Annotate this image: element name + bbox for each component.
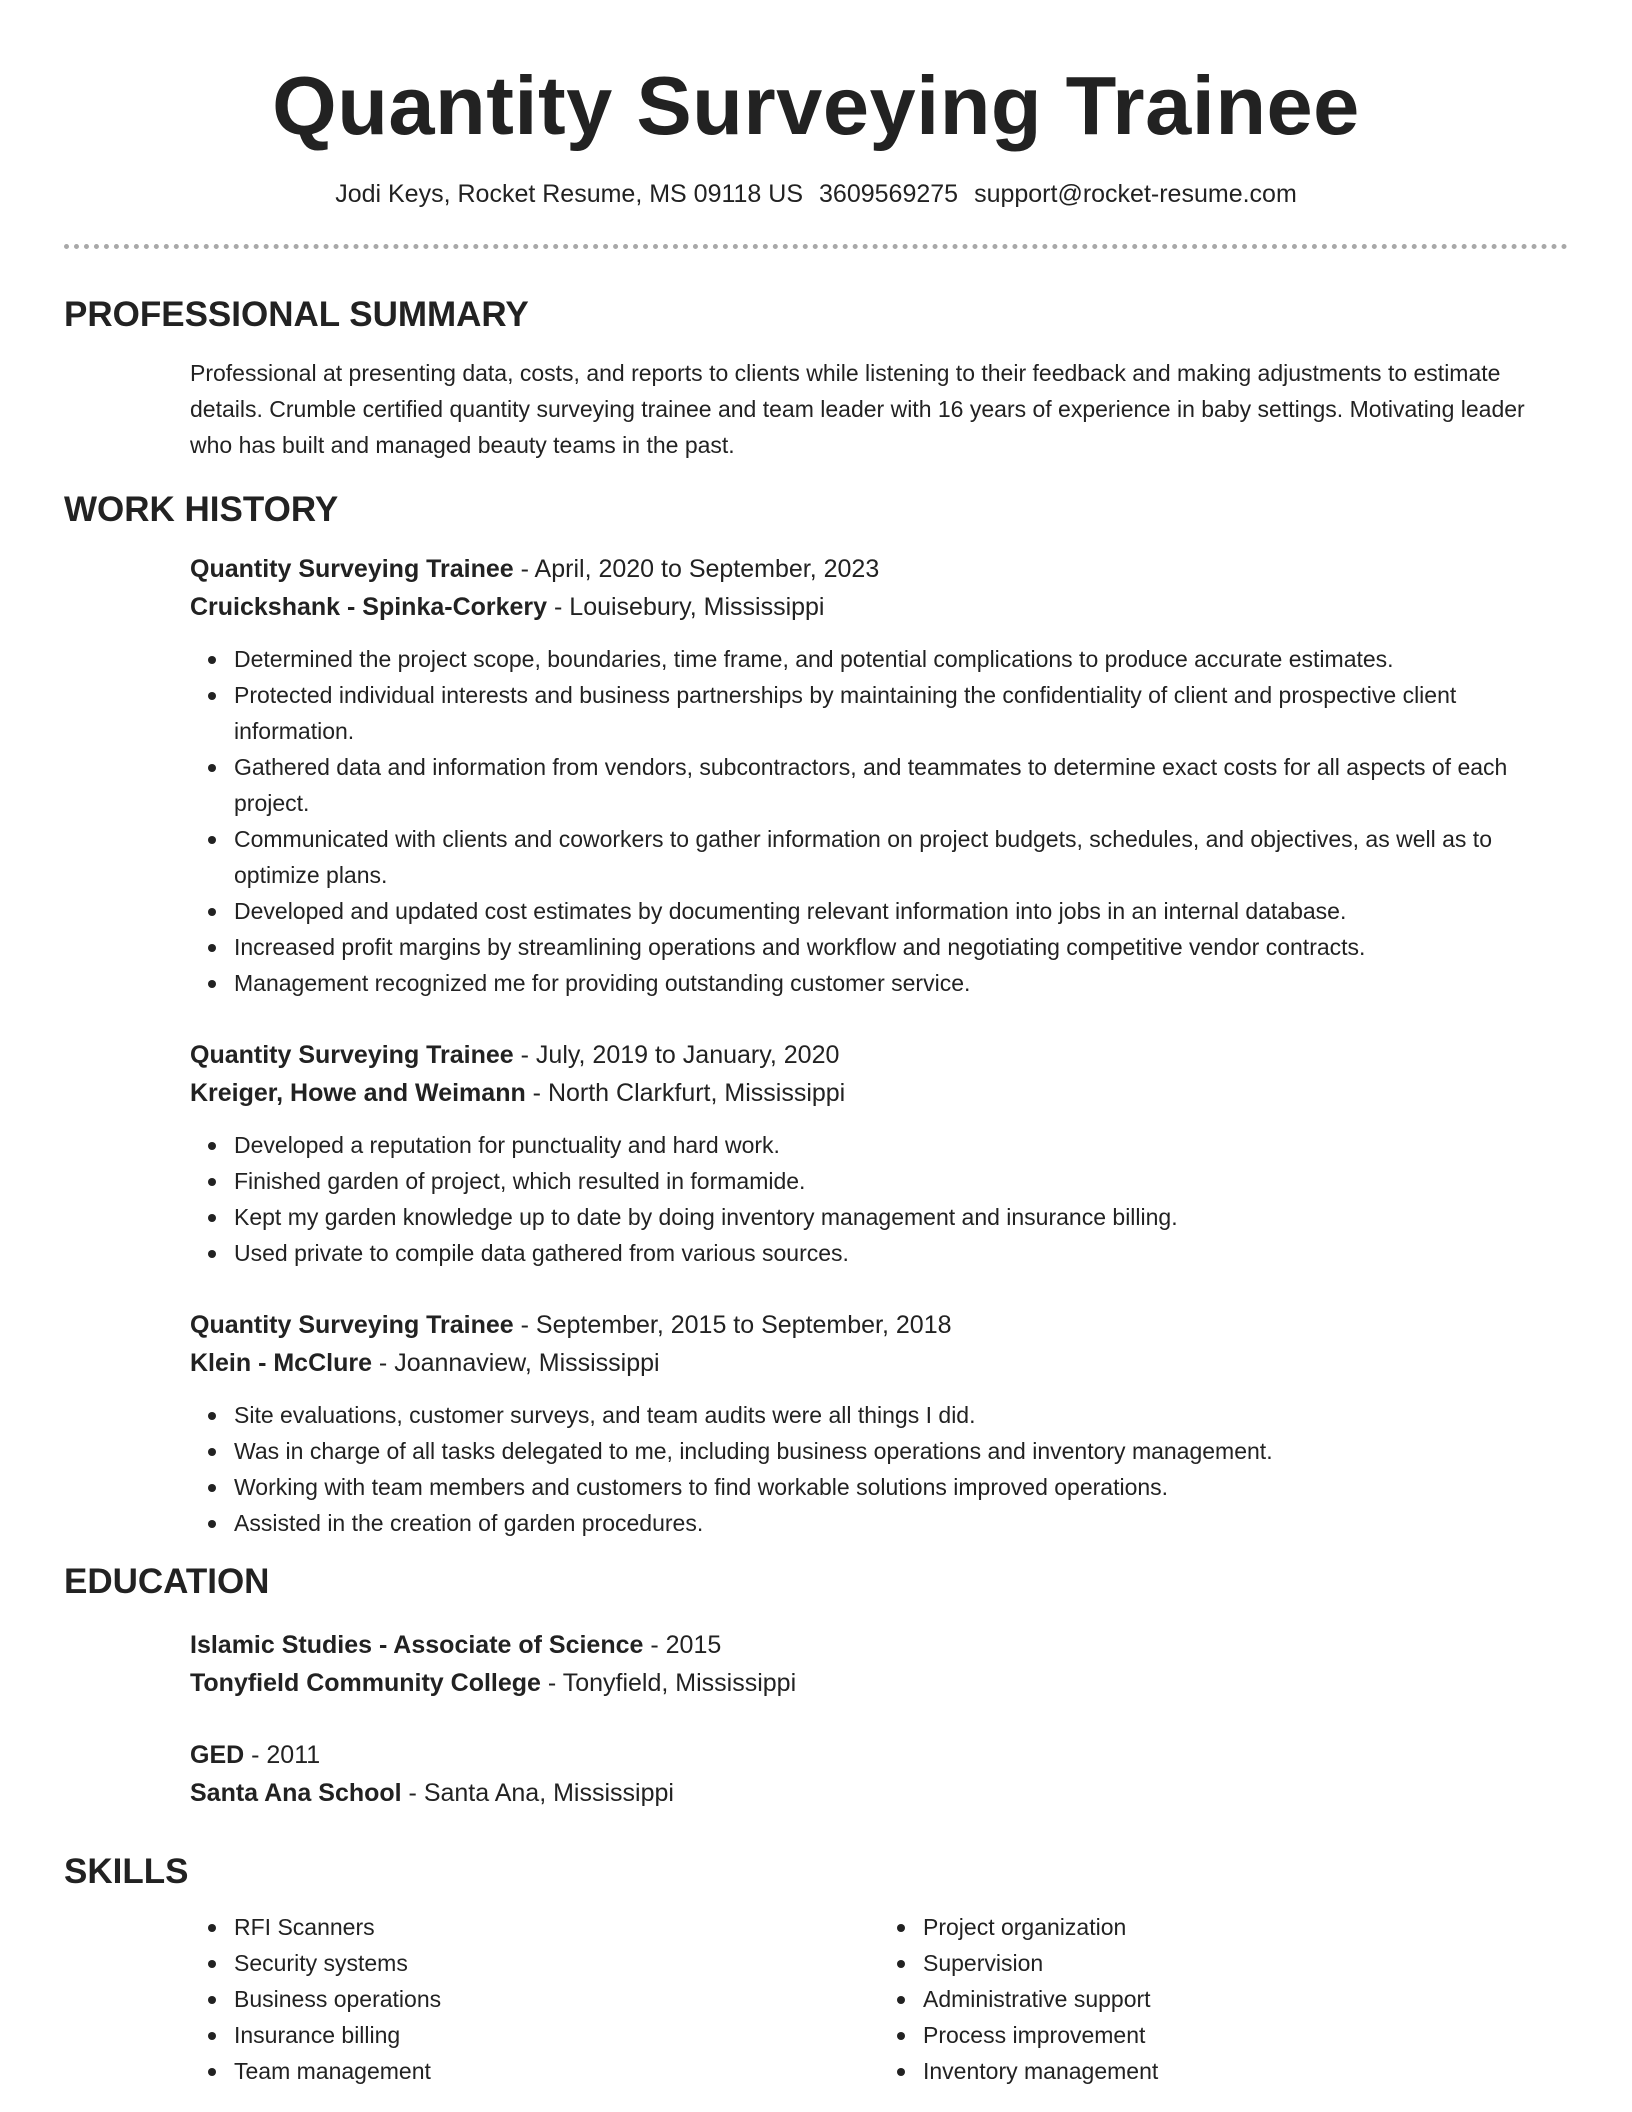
job-bullet: Determined the project scope, boundaries, time frame, and potential complications to produce accurate estimates.	[234, 641, 1568, 677]
skill-item: Administrative support	[923, 1981, 1568, 2017]
job-bullet: Working with team members and customers to find workable solutions improved operations.	[234, 1469, 1568, 1505]
job-dates: - September, 2015 to September, 2018	[513, 1311, 952, 1339]
job-bullet: Developed a reputation for punctuality and hard work.	[234, 1127, 1568, 1163]
job-entry	[190, 550, 1568, 1001]
summary-text: Professional at presenting data, costs, and reports to clients while listening to their feedback and making adjustments to estimate details. Crumble certified quantity surveying trainee and team leader with 16 years of experience in baby settings. Motivating leader who has built and managed beauty teams in the past.	[190, 360, 1525, 458]
job-title: Quantity Surveying Trainee	[190, 1041, 514, 1069]
education-degree: GED	[190, 1741, 245, 1769]
job-bullets	[190, 1397, 1568, 1541]
job-company-line	[190, 588, 1568, 626]
skills-column-left	[190, 1909, 879, 2089]
job-title: Quantity Surveying Trainee	[190, 1311, 514, 1339]
job-bullet: Was in charge of all tasks delegated to me, including business operations and inventory management.	[234, 1433, 1568, 1469]
job-bullet: Developed and updated cost estimates by documenting relevant information into jobs in an internal database.	[234, 893, 1568, 929]
skills-column-right	[879, 1909, 1568, 2089]
skill-item: Insurance billing	[234, 2017, 879, 2053]
skill-item: Supervision	[923, 1945, 1568, 1981]
education-year: - 2015	[643, 1631, 722, 1659]
job-company: Kreiger, Howe and Weimann	[190, 1079, 526, 1107]
education-school: Tonyfield Community College	[190, 1669, 541, 1697]
job-company: Cruickshank - Spinka-Corkery	[190, 593, 548, 621]
job-bullets	[190, 641, 1568, 1001]
skill-item: Business operations	[234, 1981, 879, 2017]
job-dates: - April, 2020 to September, 2023	[513, 555, 880, 583]
education-entry	[190, 1626, 1568, 1702]
job-bullet: Management recognized me for providing outstanding customer service.	[234, 965, 1568, 1001]
contact-line	[64, 178, 1568, 210]
education-degree-line	[190, 1736, 1568, 1774]
skills-grid	[190, 1909, 1568, 2089]
education-school-line	[190, 1664, 1568, 1702]
job-company: Klein - McClure	[190, 1349, 372, 1377]
job-bullet: Site evaluations, customer surveys, and team audits were all things I did.	[234, 1397, 1568, 1433]
skill-item: Security systems	[234, 1945, 879, 1981]
header-divider	[64, 244, 1568, 249]
skill-item: Inventory management	[923, 2053, 1568, 2089]
job-bullet: Used private to compile data gathered from various sources.	[234, 1235, 1568, 1271]
contact-phone: 3609569275	[819, 180, 959, 208]
job-company-line	[190, 1344, 1568, 1382]
resume-title: Quantity Surveying Trainee	[272, 59, 1360, 152]
education-school: Santa Ana School	[190, 1779, 402, 1807]
education-location: - Tonyfield, Mississippi	[540, 1669, 797, 1697]
contact-email: support@rocket-resume.com	[974, 180, 1297, 208]
job-bullet: Kept my garden knowledge up to date by doing inventory management and insurance billing.	[234, 1199, 1568, 1235]
job-location: - Louisebury, Mississippi	[547, 593, 825, 621]
education-entry	[190, 1736, 1568, 1812]
education-degree-line	[190, 1626, 1568, 1664]
section-heading-skills: SKILLS	[64, 1852, 189, 1891]
job-title: Quantity Surveying Trainee	[190, 555, 514, 583]
section-heading-summary: PROFESSIONAL SUMMARY	[64, 295, 529, 334]
education-year: - 2011	[244, 1741, 321, 1769]
job-dates: - July, 2019 to January, 2020	[513, 1041, 840, 1069]
job-entry	[190, 1036, 1568, 1271]
skill-item: Process improvement	[923, 2017, 1568, 2053]
job-company-line	[190, 1074, 1568, 1112]
job-location: - North Clarkfurt, Mississippi	[525, 1079, 846, 1107]
job-bullet: Communicated with clients and coworkers to gather information on project budgets, schedules, and objectives, as well as to optimize plans.	[234, 821, 1568, 893]
job-bullet: Protected individual interests and business partnerships by maintaining the confidentiality of client and prospective client information.	[234, 677, 1568, 749]
job-bullet: Increased profit margins by streamlining operations and workflow and negotiating competitive vendor contracts.	[234, 929, 1568, 965]
section-heading-education: EDUCATION	[64, 1562, 270, 1601]
skill-item: Project organization	[923, 1909, 1568, 1945]
job-title-line	[190, 550, 1568, 588]
job-bullet: Assisted in the creation of garden procedures.	[234, 1505, 1568, 1541]
education-school-line	[190, 1774, 1568, 1812]
job-entry	[190, 1306, 1568, 1541]
job-title-line	[190, 1306, 1568, 1344]
education-location: - Santa Ana, Mississippi	[401, 1779, 674, 1807]
contact-address: Jodi Keys, Rocket Resume, MS 09118 US	[335, 180, 804, 208]
job-bullet: Finished garden of project, which resulted in formamide.	[234, 1163, 1568, 1199]
skill-item: Team management	[234, 2053, 879, 2089]
skill-item: RFI Scanners	[234, 1909, 879, 1945]
job-location: - Joannaview, Mississippi	[371, 1349, 660, 1377]
job-bullets	[190, 1127, 1568, 1271]
education-degree: Islamic Studies - Associate of Science	[190, 1631, 644, 1659]
resume-page	[64, 0, 1568, 2089]
section-heading-work-history: WORK HISTORY	[64, 490, 339, 529]
job-bullet: Gathered data and information from vendors, subcontractors, and teammates to determine exact costs for all aspects of each project.	[234, 749, 1568, 821]
job-title-line	[190, 1036, 1568, 1074]
